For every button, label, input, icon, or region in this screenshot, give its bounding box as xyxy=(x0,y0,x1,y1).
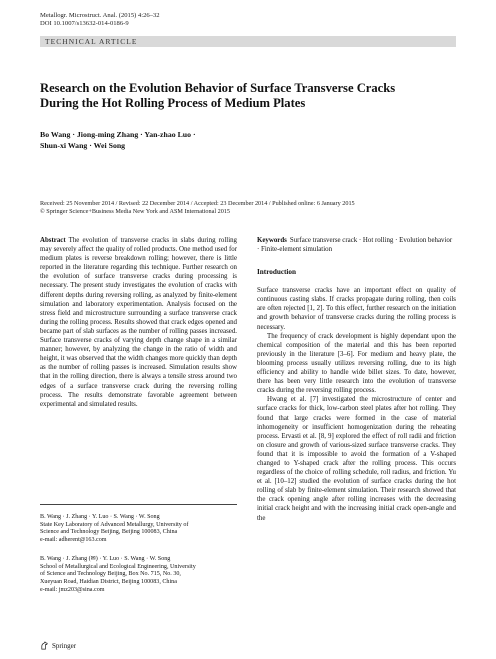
affiliation-1-names: B. Wang · J. Zhang · Y. Luo · S. Wang · W. Song xyxy=(40,514,160,520)
history-dates xyxy=(40,200,460,216)
article-title xyxy=(40,81,460,111)
affiliation-2-names: B. Wang · J. Zhang (✉) · Y. Luo · S. Wang · W. Song xyxy=(40,556,171,562)
left-column xyxy=(40,236,237,409)
springer-horse-icon xyxy=(40,641,49,650)
author-list xyxy=(40,129,460,151)
affiliation-2-line-3: Xueyuan Road, Haidian District, Beijing 100083, China xyxy=(40,579,177,586)
introduction-heading: Introduction xyxy=(257,268,297,277)
article-type-banner xyxy=(40,36,456,47)
keywords xyxy=(257,236,456,254)
title-line-2: During the Hot Rolling Process of Medium Plates xyxy=(40,96,306,110)
abstract xyxy=(40,236,237,409)
affiliation-divider xyxy=(40,504,237,505)
title-line-1: Research on the Evolution Behavior of Surface Transverse Cracks xyxy=(40,81,396,95)
publisher-name: Springer xyxy=(52,641,77,650)
right-column xyxy=(257,236,456,523)
copyright: © Springer Science+Business Media New York and ASM International 2015 xyxy=(40,208,231,216)
authors-line-1: Bo Wang · Jiong-ming Zhang · Yan-zhao Luo · xyxy=(40,130,196,139)
affiliation-2-line-1: School of Metallurgical and Ecological Engineering, University xyxy=(40,563,196,570)
affiliation-1-line-2: Science and Technology Beijing, Beijing 100083, China xyxy=(40,529,178,536)
affiliation-1 xyxy=(40,514,237,545)
journal-doi: DOI 10.1007/s13632-014-0186-9 xyxy=(40,20,129,28)
affiliation-2-email[interactable]: e-mail: jmz203@sina.com xyxy=(40,586,105,593)
keywords-text: Surface transverse crack · Hot rolling · Evolution behavior · Finite-element simulation xyxy=(257,237,453,254)
intro-paragraph-3: Hwang et al. [7] investigated the microstructure of center and surface cracks for thick, low-carbon steel plates after hot rolling. They found that large cracks were formed in the case of material inhomogeneity or insufficient homogenization during the reheating process. Ervasti et al. [8, 9] explored the effect of roll radii and friction on closure and growth of various-sized surface transverse cracks. They found that it is impossible to avoid the formation of a V-shaped changed to Y-shaped crack after the rolling process. This occurs regardless of the choice of rolling schedule, roll radius, and friction. Yu et al. [10–12] studied the evolution of surface cracks during the hot rolling of slab by finite-element simulation. Their research showed that the crack opening angle after rolling increases with the decreasing initial crack height and with the increasing initial crack open-angle and the xyxy=(257,396,456,522)
intro-paragraph-1: Surface transverse cracks have an important effect on quality of continuous casting slabs. If cracks propagate during rolling, then coils are often rejected [1, 2]. To this effect, further research on the initiation and growth behavior of transverse cracks during the rolling process is necessary. xyxy=(257,287,456,331)
affiliation-1-email[interactable]: e-mail: adherent@163.com xyxy=(40,537,107,544)
keywords-label: Keywords xyxy=(257,237,287,244)
affiliation-1-line-1: State Key Laboratory of Advanced Metallurgy, University of xyxy=(40,521,189,528)
journal-header xyxy=(40,12,160,29)
received-dates: Received: 25 November 2014 / Revised: 22 December 2014 / Accepted: 23 December 2014 / Published online: 6 January 2015 xyxy=(40,200,355,207)
affiliation-2-line-2: of Science and Technology Beijing, Box No. 715, No. 30, xyxy=(40,571,181,578)
affiliation-2 xyxy=(40,556,237,595)
journal-citation: Metallogr. Microstruct. Anal. (2015) 4:26–32 xyxy=(40,12,160,19)
intro-paragraph-2: The frequency of crack development is highly dependant upon the chemical composition of the material and this has been reported previously in the literature [3–6]. For medium and heavy plate, the blooming process usually utilizes reversing rolling, due to its high efficiency and ability to handle wide billet sizes. To date, however, there has been very little research into the evolution of transverse cracks during the reversing rolling process. xyxy=(257,332,456,395)
abstract-label: Abstract xyxy=(40,237,66,244)
publisher-footer xyxy=(40,641,76,650)
abstract-text: The evolution of transverse cracks in slabs during rolling may severely affect the quality of rolled products. One method used for medium plates is reverse breakdown rolling; however, there is little reported in the literature regarding this technique. Further research on the evolution of surface transverse cracks during processing is necessary. The present study investigates the evolution of cracks with different depths during reversing rolling, as analyzed by finite-element simulation and laboratory experimentation. Analysis focused on the stress field and microstructure surrounding a surface transverse crack during the rolling process. Results showed that crack edges opened and became part of slab surfaces as the number of rolling passes increased. Surface transverse cracks of varying depth change shape in a similar manner; however, by analyzing the change in the ratio of width and height, it was observed that the width changes more quickly than depth as the number of rolling passes is increased. Simulation results show that in the rolling direction, there is always a tensile stress around two edges of a surface transverse crack during the reversing rolling process. The results demonstrate favorable agreement between experimental and simulated results. xyxy=(40,237,237,408)
article-type-label: TECHNICAL ARTICLE xyxy=(45,37,138,46)
authors-line-2: Shun-xi Wang · Wei Song xyxy=(40,141,126,150)
